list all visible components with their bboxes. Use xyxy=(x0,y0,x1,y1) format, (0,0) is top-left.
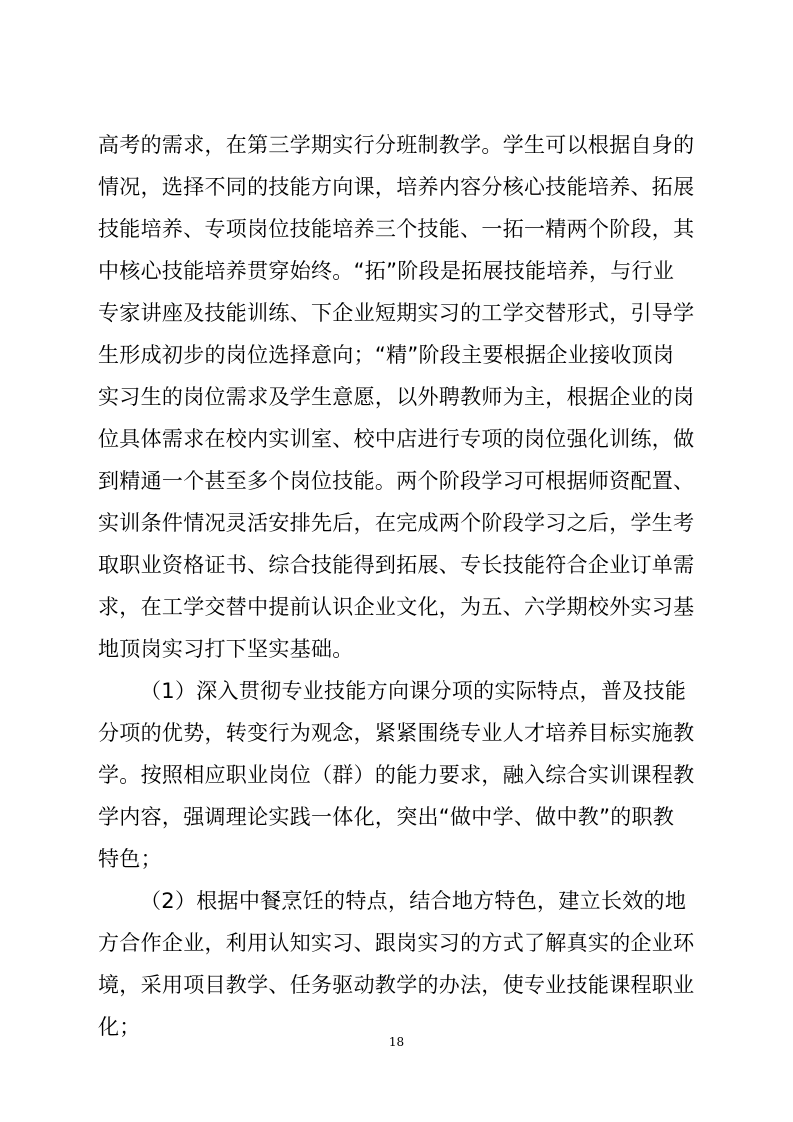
paragraph-1-line: 求，在工学交替中提前认识企业文化，为五、六学期校外实习基 xyxy=(98,595,695,619)
page-number: 18 xyxy=(388,1035,405,1049)
paragraph-3-line: 境，采用项目教学、任务驱动教学的办法，使专业技能课程职业 xyxy=(98,973,695,997)
paragraph-1-line: 生形成初步的岗位选择意向；“精”阶段主要根据企业接收顶岗 xyxy=(98,343,675,367)
paragraph-1-line: 高考的需求，在第三学期实行分班制教学。学生可以根据自身的 xyxy=(98,133,695,157)
paragraph-1-line: 位具体需求在校内实训室、校中店进行专项的岗位强化训练，做 xyxy=(98,427,695,451)
paragraph-1-line: 实训条件情况灵活安排先后，在完成两个阶段学习之后，学生考 xyxy=(98,511,695,535)
paragraph-1-line: 技能培养、专项岗位技能培养三个技能、一拓一精两个阶段，其 xyxy=(98,217,695,241)
paragraph-2-line: （1）深入贯彻专业技能方向课分项的实际特点，普及技能 xyxy=(140,679,687,703)
paragraph-1-line: 取职业资格证书、综合技能得到拓展、专长技能符合企业订单需 xyxy=(98,553,695,577)
paragraph-3-line: 方合作企业，利用认知实习、跟岗实习的方式了解真实的企业环 xyxy=(98,931,695,955)
paragraph-3-line: （2）根据中餐烹饪的特点，结合地方特色，建立长效的地 xyxy=(140,889,687,913)
paragraph-3-line: 化； xyxy=(98,1015,141,1039)
paragraph-2-line: 学内容，强调理论实践一体化，突出“做中学、做中教”的职教 xyxy=(98,805,675,829)
paragraph-2-line: 分项的优势，转变行为观念，紧紧围绕专业人才培养目标实施教 xyxy=(98,721,695,745)
paragraph-1-line: 专家讲座及技能训练、下企业短期实习的工学交替形式，引导学 xyxy=(98,301,695,325)
paragraph-1-line: 到精通一个甚至多个岗位技能。两个阶段学习可根据师资配置、 xyxy=(98,469,695,493)
paragraph-2-line: 特色； xyxy=(98,847,162,871)
paragraph-2-line: 学。按照相应职业岗位（群）的能力要求，融入综合实训课程教 xyxy=(98,763,695,787)
paragraph-1-line: 地顶岗实习打下坚实基础。 xyxy=(98,637,354,661)
paragraph-1-line: 情况，选择不同的技能方向课，培养内容分核心技能培养、拓展 xyxy=(98,175,695,199)
paragraph-1-line: 实习生的岗位需求及学生意愿，以外聘教师为主，根据企业的岗 xyxy=(98,385,695,409)
paragraph-1-line: 中核心技能培养贯穿始终。“拓”阶段是拓展技能培养，与行业 xyxy=(98,259,675,283)
